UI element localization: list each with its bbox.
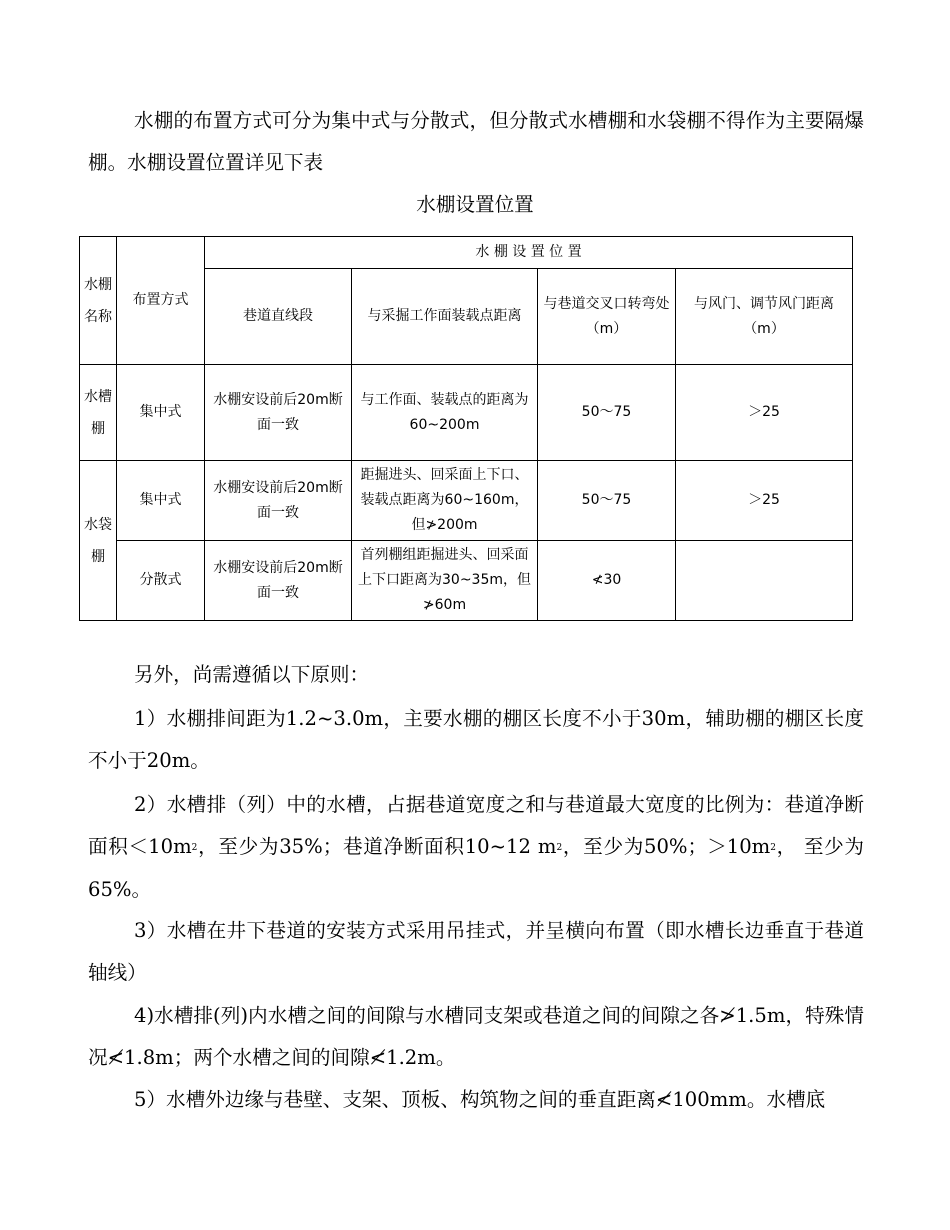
rule-2-part-b: ，至少为35%；巷道净断面积10~12 m (197, 835, 557, 858)
row-shed-name: 水袋棚 (80, 461, 117, 621)
table-row (80, 365, 853, 461)
row-straight: 水棚安设前后20m断面一致 (205, 541, 352, 621)
header-method: 布置方式 (117, 237, 205, 365)
row-method: 分散式 (117, 541, 205, 621)
row-cross: ≮30 (538, 541, 676, 621)
rule-5: 5）水槽外边缘与巷壁、支架、顶板、构筑物之间的垂直距离≮100mm。水槽底 (134, 1088, 826, 1111)
row-straight: 水棚安设前后20m断面一致 (205, 365, 352, 461)
row-face: 距掘进头、回采面上下口、装载点距离为60~160m，但≯200m (352, 461, 538, 541)
row-face: 与工作面、装载点的距离为60~200m (352, 365, 538, 461)
row-cross: 50～75 (538, 461, 676, 541)
row-method: 集中式 (117, 461, 205, 541)
row-door: ＞25 (676, 461, 853, 541)
also-paragraph: 另外，尚需遵循以下原则： (134, 663, 370, 686)
row-face: 首列棚组距掘进头、回采面上下口距离为30~35m，但≯60m (352, 541, 538, 621)
rule-2-part-c: ，至少为50%；＞10m (562, 835, 771, 858)
row-door: ＞25 (676, 365, 853, 461)
rule-3: 3）水槽在井下巷道的安装方式采用吊挂式，并呈横向布置（即水槽长边垂直于巷道轴线） (88, 919, 864, 984)
intro-paragraph: 水棚的布置方式可分为集中式与分散式，但分散式水槽棚和水袋棚不得作为主要隔爆棚。水棚设置位置详见下表 (88, 109, 864, 174)
superscript-2: 2 (556, 843, 563, 853)
rule-2-part-d: ， 至少为65%。 (88, 835, 865, 901)
header-position-group: 水 棚 设 置 位 置 (205, 237, 853, 269)
header-straight-section: 巷道直线段 (205, 269, 352, 365)
row-cross: 50～75 (538, 365, 676, 461)
rule-4: 4)水槽排(列)内水槽之间的间隙与水槽同支架或巷道之间的间隙之各≯1.5m，特殊情况≮1.8m；两个水槽之间的间隙≮1.2m。 (88, 1004, 864, 1069)
table-row (80, 541, 853, 621)
table-header-row (80, 237, 853, 269)
superscript-2: 2 (770, 843, 776, 853)
header-face-distance: 与采掘工作面装载点距离 (352, 269, 538, 365)
row-method: 集中式 (117, 365, 205, 461)
table-title: 水棚设置位置 (416, 193, 534, 216)
rule-2-part-a: 2）水槽排（列）中的水槽，占据巷道宽度之和与巷道最大宽度的比例为：巷道净断面积＜10m (88, 793, 864, 858)
rule-2 (88, 784, 864, 911)
water-shed-table (79, 236, 853, 621)
header-shed-name: 水棚名称 (80, 237, 117, 365)
row-door (676, 541, 853, 621)
rule-1: 1）水棚排间距为1.2~3.0m，主要水棚的棚区长度不小于30m，辅助棚的棚区长度不小于20m。 (88, 707, 864, 772)
superscript-2: 2 (191, 843, 198, 853)
table-row (80, 461, 853, 541)
row-straight: 水棚安设前后20m断面一致 (205, 461, 352, 541)
header-crossing-distance: 与巷道交叉口转弯处（m） (538, 269, 676, 365)
row-shed-name: 水槽棚 (80, 365, 117, 461)
header-door-distance: 与风门、调节风门距离（m） (676, 269, 853, 365)
